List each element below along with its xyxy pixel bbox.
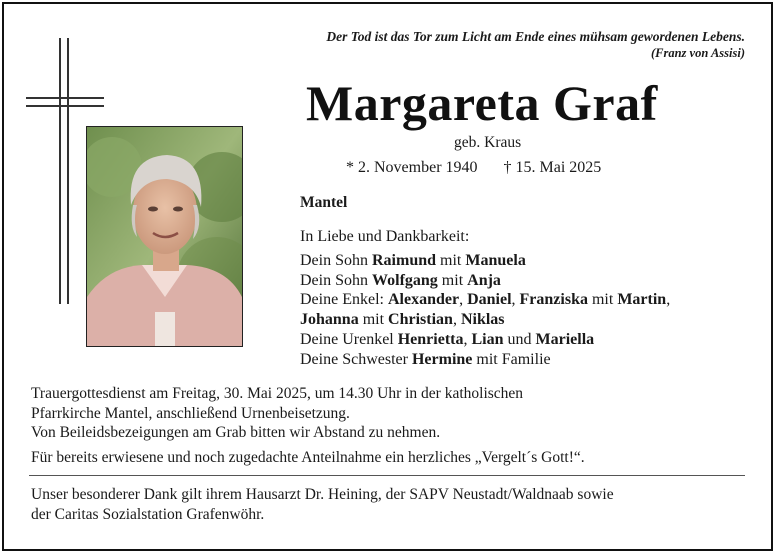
life-dates: [346, 159, 601, 177]
special-thanks: [31, 485, 751, 524]
mourner-line: [300, 310, 750, 330]
mourner-text: mit: [358, 311, 389, 329]
mourner-name: Anja: [467, 271, 501, 289]
mourner-text: Deine Urenkel: [300, 330, 398, 348]
mourner-text: mit: [437, 271, 468, 289]
mourner-text: ,: [666, 291, 671, 309]
mourner-name: Johanna: [300, 311, 359, 329]
maiden-name: geb. Kraus: [454, 134, 522, 151]
portrait-photo: [86, 126, 243, 347]
mourner-name: Henrietta: [397, 330, 464, 348]
mourner-line: [300, 290, 750, 310]
mourner-name: Christian: [388, 311, 453, 329]
mourner-text: ,: [511, 291, 520, 309]
special-thanks-line: Unser besonderer Dank gilt ihrem Hausarzt Dr. Heining, der SAPV Neustadt/Waldnaab sowie: [31, 486, 614, 503]
mourner-name: Niklas: [460, 311, 505, 329]
mourner-name: Raimund: [372, 251, 437, 269]
mourner-text: Dein Sohn: [300, 271, 372, 289]
mourner-name: Martin: [617, 291, 667, 309]
mourner-line: [300, 271, 750, 291]
mourner-text: Deine Enkel:: [300, 291, 388, 309]
deceased-name: Margareta Graf: [306, 75, 658, 131]
mourner-name: Lian: [471, 330, 504, 348]
epigraph-text: Der Tod ist das Tor zum Licht am Ende eines mühsam gewordenen Lebens.: [326, 29, 745, 44]
mourner-text: und: [503, 330, 536, 348]
condolence-note: Von Beileidsbezeigungen am Grab bitten wir Abstand zu nehmen.: [31, 424, 441, 441]
mourners-intro: In Liebe und Dankbarkeit:: [300, 228, 470, 245]
mourner-name: Wolfgang: [372, 271, 438, 289]
service-info: [31, 384, 751, 443]
epigraph: [326, 28, 745, 62]
epigraph-source: (Franz von Assisi): [650, 46, 745, 60]
mourner-text: mit: [587, 291, 618, 309]
mourner-text: Deine Schwester: [300, 350, 412, 368]
service-line: Pfarrkirche Mantel, anschließend Urnenbeisetzung.: [31, 404, 350, 422]
thanks-text: Für bereits erwiesene und noch zugedachte Anteilnahme ein herzliches „Vergelt´s Gott!“.: [31, 449, 585, 466]
mourner-name: Franziska: [519, 291, 588, 309]
mourner-name: Hermine: [411, 350, 473, 368]
mourner-text: ,: [459, 291, 468, 309]
mourner-line: [300, 330, 750, 350]
mourner-name: Manuela: [465, 251, 526, 269]
divider: [29, 475, 745, 476]
mourner-line: [300, 350, 750, 370]
mourner-name: Alexander: [387, 291, 460, 309]
birth-date: * 2. November 1940: [346, 159, 478, 176]
mourner-line: [300, 251, 750, 271]
service-line: Trauergottesdienst am Freitag, 30. Mai 2025, um 14.30 Uhr in der katholischen: [31, 385, 524, 402]
death-date: † 15. Mai 2025: [503, 159, 602, 176]
mourner-text: ,: [452, 311, 461, 329]
mourner-text: ,: [463, 330, 472, 348]
mourner-name: Mariella: [535, 330, 595, 348]
mourner-text: mit: [436, 251, 466, 269]
mourners-list: [300, 227, 750, 370]
mourner-text: mit Familie: [472, 350, 551, 368]
mourner-name: Daniel: [467, 291, 512, 309]
residence-place: Mantel: [300, 194, 348, 211]
mourner-text: Dein Sohn: [300, 251, 372, 269]
special-thanks-line: der Caritas Sozialstation Grafenwöhr.: [31, 505, 265, 523]
